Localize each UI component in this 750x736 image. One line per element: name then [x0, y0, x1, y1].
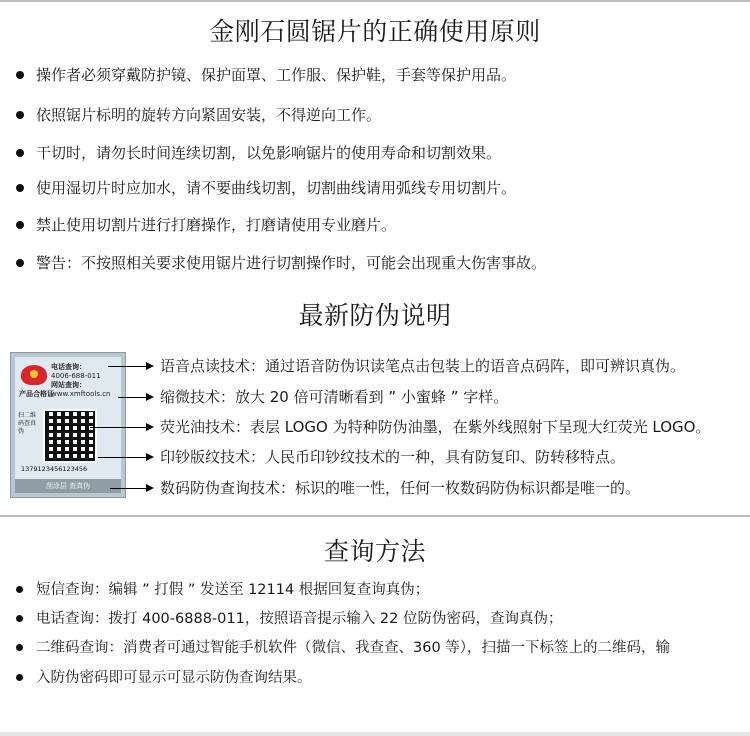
connector-line: [110, 488, 149, 489]
label-phone: 4006-688-011: [51, 372, 101, 380]
bullet-icon: [16, 259, 24, 267]
section1-title: 金刚石圆锯片的正确使用原则: [209, 17, 541, 46]
arrow-icon: [146, 362, 154, 370]
list-item: [16, 213, 396, 237]
list-item: [16, 666, 312, 690]
connector-line: [98, 457, 149, 458]
list-item: [16, 63, 516, 87]
label-brand: 产品合格证: [19, 390, 54, 398]
feature-fluorescent: 荧光油技术：表层 LOGO 为特种防伪油墨，在紫外线照射下呈现大红荧光 LOGO。: [160, 418, 711, 436]
arrow-icon: [146, 453, 154, 461]
section3-title: 查询方法: [323, 537, 426, 566]
list-item-text: 短信查询：编辑 ” 打假 ” 发送至 12114 根据回复查询真伪；: [36, 582, 430, 598]
feature-voice: 语音点读技术：通过语音防伪识读笔点击包装上的语音点码阵，即可辨识真伪。: [160, 357, 686, 375]
top-divider: [0, 0, 750, 2]
bullet-icon: [16, 644, 23, 651]
label-face: [15, 357, 121, 493]
middle-divider: [0, 515, 750, 517]
list-item-text: 使用湿切片时应加水，请不要曲线切割，切割曲线请用弧线专用切割片。: [36, 179, 517, 197]
label-web-label: 网站查询：: [51, 381, 86, 389]
arrow-icon: [146, 423, 154, 431]
list-item-text: 入防伪密码即可显示可显示防伪查询结果。: [36, 670, 312, 686]
connector-line: [118, 397, 149, 398]
list-item-text: 禁止使用切割片进行打磨操作，打磨请使用专业磨片。: [36, 216, 397, 234]
label-phone-label: 电话查询：: [51, 363, 86, 371]
bullet-icon: [16, 615, 23, 622]
list-item-text: 依照锯片标明的旋转方向紧固安装，不得逆向工作。: [36, 106, 382, 124]
list-item: [16, 103, 381, 127]
arrow-icon: [146, 484, 154, 492]
feature-digital: 数码防伪查询技术：标识的唯一性，任何一枚数码防伪标识都是唯一的。: [160, 479, 641, 497]
list-item-text: 干切时，请勿长时间连续切割，以免影响锯片的使用寿命和切割效果。: [36, 144, 502, 162]
list-item-text: 警告：不按照相关要求使用锯片进行切割操作时，可能会出现重大伤害事故。: [36, 254, 547, 272]
bee-logo-icon: [21, 365, 47, 385]
bullet-icon: [16, 111, 24, 119]
feature-micro: 缩微技术：放大 20 倍可清晰看到 ” 小蜜蜂 ” 字样。: [160, 388, 509, 406]
list-item: [16, 607, 563, 631]
bullet-icon: [16, 71, 24, 79]
list-item: [16, 141, 501, 165]
bullet-icon: [16, 149, 24, 157]
list-item-text: 二维码查询：消费者可通过智能手机软件（微信、我查查、360 等），扫描一下标签上的二维码，输: [36, 640, 671, 656]
list-item-text: 操作者必须穿戴防护镜、保护面罩、工作服、保护鞋，手套等保护用品。: [36, 66, 517, 84]
list-item: [16, 636, 670, 660]
qr-code-icon: [43, 409, 97, 463]
bullet-icon: [16, 586, 23, 593]
bottom-divider: [0, 732, 750, 736]
label-scratch-area: 刮涂层 查真伪: [15, 479, 121, 493]
bullet-icon: [16, 184, 24, 192]
list-item-text: 电话查询：拨打 400-6888-011，按照语音提示输入 22 位防伪密码，查询真伪；: [36, 611, 563, 627]
label-qr-side-text: 扫二维码查真伪: [18, 412, 37, 435]
arrow-icon: [146, 393, 154, 401]
bullet-icon: [16, 674, 23, 681]
list-item: [16, 176, 516, 200]
section2-title: 最新防伪说明: [298, 301, 452, 330]
connector-line: [90, 427, 149, 428]
label-web: www.xmftools.cn: [51, 390, 111, 398]
list-item: [16, 578, 429, 602]
anti-counterfeit-label: [10, 352, 126, 498]
label-serial: 13791234561234​56: [21, 465, 88, 473]
list-item: [16, 251, 546, 275]
bullet-icon: [16, 221, 24, 229]
feature-banknote: 印钞版纹技术：人民币印钞纹技术的一种，具有防复印、防转移特点。: [160, 448, 626, 466]
connector-line: [108, 366, 149, 367]
